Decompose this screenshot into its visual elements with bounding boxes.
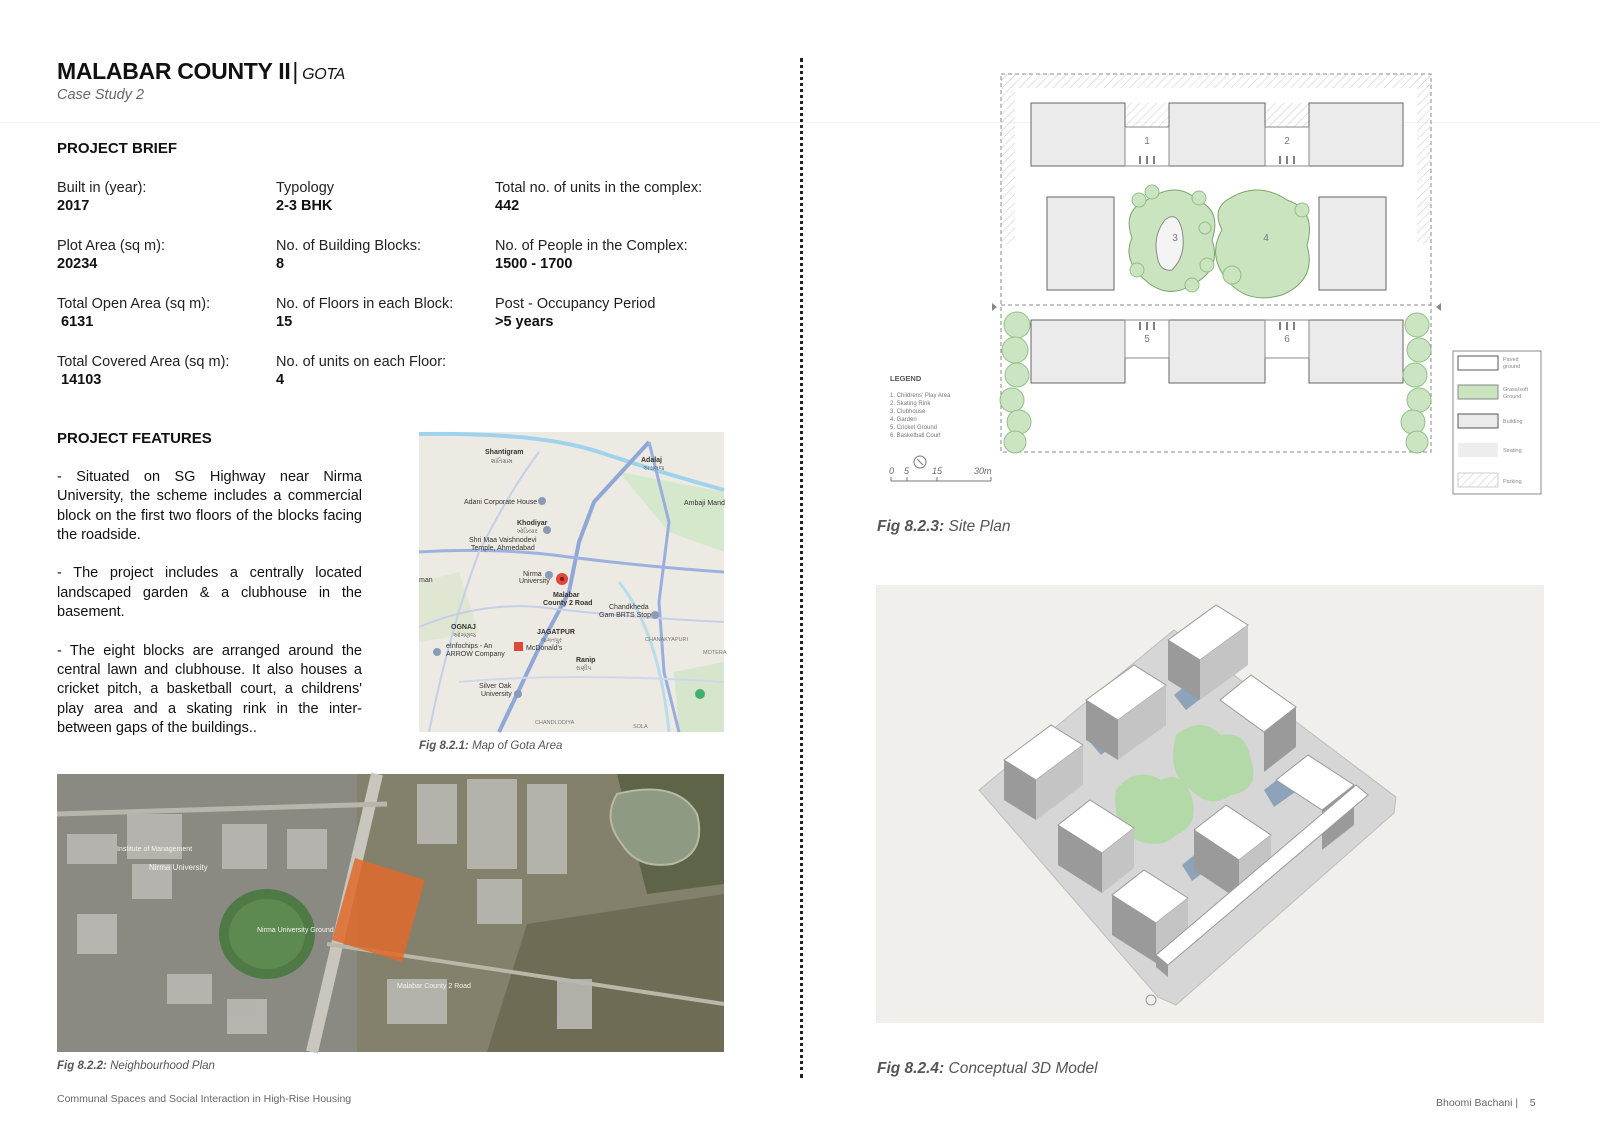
map-label-silveroak: Silver Oak: [479, 683, 512, 690]
feature-paragraph: - The project includes a centrally located landscaped garden & a clubhouse in the basement.: [57, 565, 362, 621]
brief-value: 1500 - 1700: [495, 256, 573, 272]
brief-label: Typology: [276, 180, 335, 196]
map-label-ranip-gu: રાણીપ: [576, 666, 592, 672]
brief-value: 15: [276, 314, 293, 330]
page-title: [57, 58, 345, 85]
map-label-ambaji: Ambaji Mand: [684, 500, 725, 507]
site-zone-number: 1: [1144, 136, 1150, 147]
site-legend-item: 4. Garden: [890, 417, 917, 423]
figure-number: Fig 8.2.1:: [419, 740, 469, 752]
brief-item: [276, 237, 496, 274]
scale-label: 30m: [974, 466, 992, 476]
map-label-malabar: Malabar: [553, 592, 580, 599]
map-label-chandlodiya: CHANDLODIYA: [535, 720, 575, 726]
key-label: Ground: [1503, 394, 1522, 400]
map-drawing: [419, 432, 727, 732]
map-label-jagatpur: JAGATPUR: [537, 629, 575, 636]
map-label-shantigram: Shantigram: [485, 449, 524, 456]
map-label-ognaj: OGNAJ: [451, 624, 476, 631]
brief-value: 4: [276, 372, 285, 388]
site-legend-item: 5. Cricket Ground: [890, 425, 938, 431]
map-label-temple2: Temple, Ahmedabad: [471, 545, 535, 552]
map-label-malabar2: County 2 Road: [543, 600, 593, 607]
brief-value: 442: [495, 198, 520, 214]
figure-number: Fig 8.2.3:: [877, 518, 945, 535]
project-brief-heading: PROJECT BRIEF: [57, 140, 178, 157]
model-drawing: [876, 585, 1544, 1023]
key-label: Seating: [1503, 448, 1522, 454]
footer-page-info: [1436, 1097, 1536, 1109]
map-label-jagatpur-gu: જગતપુર: [541, 638, 563, 644]
aerial-label-malabar: Malabar County 2 Road: [397, 983, 471, 990]
map-label-nirma: Nirma: [523, 571, 542, 578]
page-divider: [800, 58, 803, 1078]
brief-item: [57, 179, 277, 216]
site-plan-caption: [877, 518, 1011, 536]
aerial-drawing: [57, 774, 724, 1052]
map-label-chandkheda2: Gam BRTS Stop: [599, 612, 652, 619]
scale-label: 5: [904, 466, 910, 476]
brief-item: [57, 295, 277, 332]
brief-label: No. of Building Blocks:: [276, 238, 422, 254]
map-label-adalaj-gu: અડાલજ: [643, 466, 665, 472]
brief-label: No. of Floors in each Block:: [276, 296, 454, 312]
figure-title: Map of Gota Area: [472, 740, 563, 752]
map-label-arrow: ARROW Company: [446, 651, 505, 658]
brief-item: [495, 295, 715, 332]
project-features-heading: PROJECT FEATURES: [57, 430, 212, 447]
site-zone-number: 6: [1284, 334, 1290, 345]
brief-value: 2017: [57, 198, 90, 214]
map-label-einfochips: eInfochips - An: [446, 643, 493, 650]
feature-paragraph: - Situated on SG Highway near Nirma University, the scheme includes a commercial block on the first two floors of the blocks facing the roadside.: [57, 469, 362, 543]
figure-number: Fig 8.2.2:: [57, 1060, 107, 1072]
brief-item: [495, 237, 715, 274]
map-label-nirma2: University: [519, 578, 550, 585]
model-caption: [877, 1060, 1098, 1078]
map-label-man: man: [419, 577, 433, 584]
map-label-khodiyar: Khodiyar: [517, 520, 548, 527]
aerial-label-institute: Institute of Management: [117, 846, 193, 853]
key-label: Parking: [1503, 479, 1522, 485]
brief-item: [495, 179, 715, 216]
conceptual-3d-model: [876, 585, 1544, 1023]
brief-label: Plot Area (sq m):: [57, 238, 165, 254]
footer-thesis-title: Communal Spaces and Social Interaction in High-Rise Housing: [57, 1093, 352, 1105]
project-features-text: [57, 468, 362, 757]
brief-label: Total Covered Area (sq m):: [57, 354, 230, 370]
brief-item: [57, 353, 277, 390]
scale-label: 0: [889, 466, 895, 476]
figure-title: Conceptual 3D Model: [948, 1060, 1098, 1077]
map-label-chandkheda: Chandkheda: [609, 604, 649, 611]
map-label-chanakyapuri: CHANAKYAPURI: [645, 637, 688, 643]
figure-title: Site Plan: [948, 518, 1011, 535]
brief-value: 2-3 BHK: [276, 198, 333, 214]
brief-label: Post - Occupancy Period: [495, 296, 656, 312]
brief-item: [276, 353, 496, 390]
map-label-sola: SOLA: [633, 724, 648, 730]
aerial-label-nirma: Nirma University: [149, 863, 208, 872]
site-plan-drawing: [877, 60, 1547, 500]
key-label: Paved: [1503, 357, 1519, 363]
map-label-temple: Shri Maa Vaishnodevi: [469, 537, 537, 544]
figure-number: Fig 8.2.4:: [877, 1060, 945, 1077]
key-label: ground: [1503, 364, 1521, 370]
feature-paragraph: - The eight blocks are arranged around the central lawn and clubhouse. It also houses a cricket pitch, a basketball court, a childrens' play area and a skating rink in the inter-between gaps of the buildings..: [57, 642, 362, 736]
project-location: GOTA: [302, 66, 346, 83]
site-zone-number: 5: [1144, 334, 1150, 345]
brief-label: Total no. of units in the complex:: [495, 180, 703, 196]
brief-label: Built in (year):: [57, 180, 147, 196]
map-caption: [419, 740, 562, 752]
site-zone-number: 4: [1263, 233, 1269, 244]
map-label-khodiyar-gu: ખોડિયાર: [517, 529, 538, 535]
map-label-silveroak2: University: [481, 691, 512, 698]
brief-value: 20234: [57, 256, 98, 272]
brief-label: No. of units on each Floor:: [276, 354, 447, 370]
map-label-ranip: Ranip: [576, 657, 596, 664]
gota-area-map: [419, 432, 727, 732]
brief-value: >5 years: [495, 314, 554, 330]
site-zone-number: 2: [1284, 136, 1290, 147]
brief-label: Total Open Area (sq m):: [57, 296, 211, 312]
project-name: MALABAR COUNTY II: [57, 58, 291, 84]
site-legend-title: LEGEND: [890, 374, 922, 383]
footer-author: Bhoomi Bachani |: [1436, 1097, 1519, 1109]
brief-item: [57, 237, 277, 274]
site-plan: [877, 60, 1547, 500]
site-legend-item: 1. Childrens' Play Area: [890, 393, 951, 399]
site-legend-item: 2. Skating Rink: [890, 401, 931, 407]
title-separator: |: [292, 58, 299, 84]
map-label-adani: Adani Corporate House: [464, 499, 538, 506]
brief-value: 14103: [57, 372, 102, 388]
site-legend-item: 3. Clubhouse: [890, 409, 926, 415]
map-label-adalaj: Adalaj: [641, 457, 663, 464]
site-legend-item: 6. Basketball Court: [890, 433, 941, 439]
map-label-ognaj-gu: ઓગણજ: [453, 633, 476, 639]
scale-label: 15: [932, 466, 943, 476]
page-number: 5: [1529, 1097, 1536, 1109]
brief-value: 6131: [57, 314, 94, 330]
brief-item: [276, 295, 496, 332]
neighbourhood-aerial-image: [57, 774, 724, 1052]
map-label-moteri: MOTERA: [703, 650, 727, 656]
brief-label: No. of People in the Complex:: [495, 238, 688, 254]
aerial-label-ground: Nirma University Ground: [257, 927, 334, 934]
brief-item: [276, 179, 496, 216]
brief-value: 8: [276, 256, 285, 272]
figure-title: Neighbourhood Plan: [110, 1060, 215, 1072]
map-label-mcdonalds: McDonald's: [526, 645, 563, 652]
page-subtitle: Case Study 2: [57, 87, 145, 103]
site-zone-number: 3: [1172, 233, 1178, 244]
map-label-shantigram-gu: શાંતિગ્રામ: [491, 459, 513, 465]
aerial-caption: [57, 1060, 215, 1072]
key-label: Grass/soft: [1503, 387, 1529, 393]
key-label: Building: [1503, 419, 1523, 425]
